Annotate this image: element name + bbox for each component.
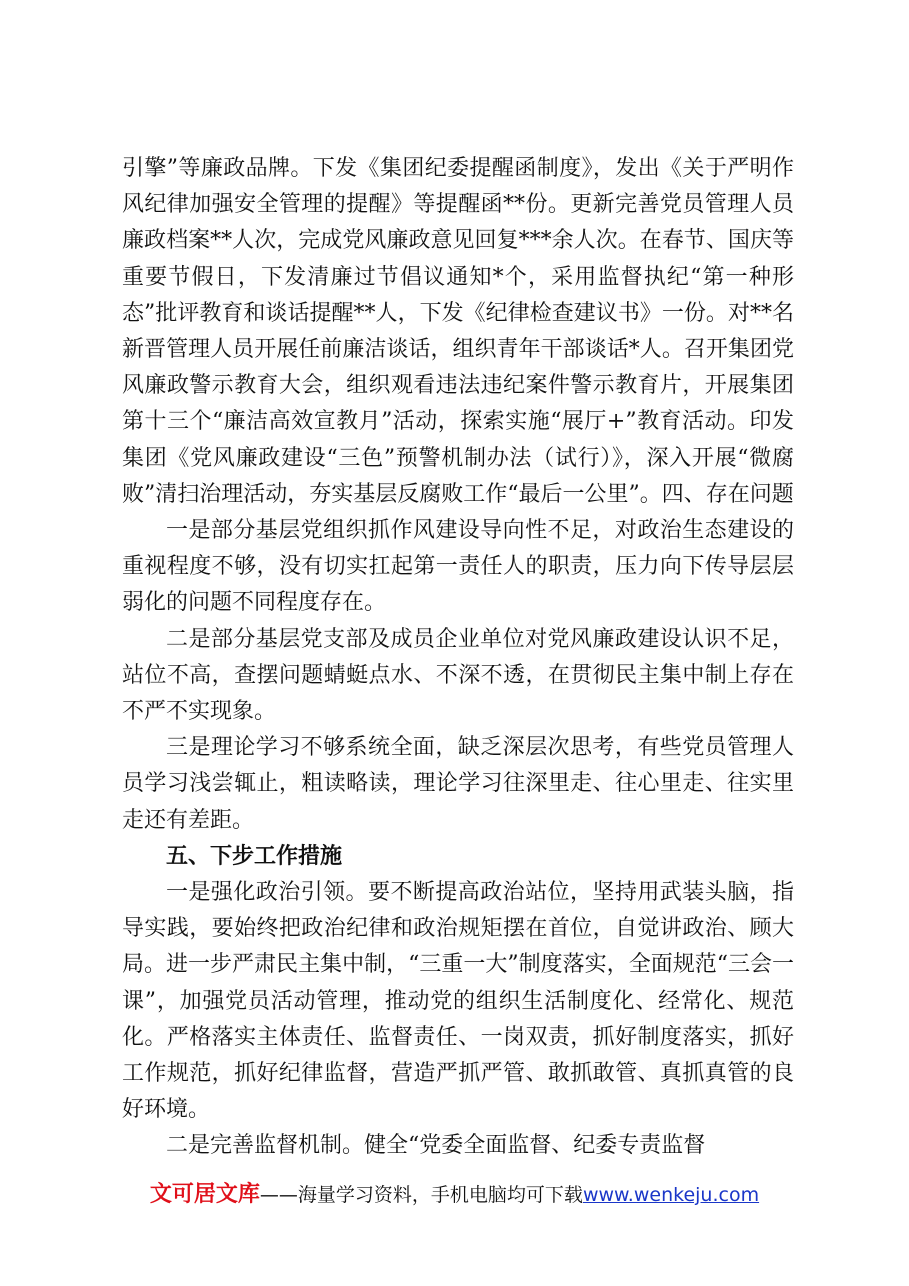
footer-brand: 文可居文库 — [149, 1182, 260, 1207]
paragraph-measure-2: 二是完善监督机制。健全“党委全面监督、纪委专责监督 — [166, 1133, 706, 1159]
footer-banner — [0, 1180, 909, 1210]
paragraph-problem-2: 二是部分基层党支部及成员企业单位对党风廉政建设认识不足，站位不高，查摆问题蜻蜓点水、不深不透，在贯彻民主集中制上存在不严不实现象。 — [122, 626, 794, 725]
document-body — [122, 151, 794, 1165]
paragraph-problem-3: 三是理论学习不够系统全面，缺乏深层次思考，有些党员管理人员学习浅尝辄止，粗读略读，理论学习往深里走、往心里走、往实里走还有差距。 — [122, 735, 794, 833]
footer-slogan: ——海量学习资料，手机电脑均可下载 — [259, 1184, 583, 1206]
paragraph-measure-1: 一是强化政治引领。要不断提高政治站位，坚持用武装头脑，指导实践，要始终把政治纪律和政治规矩摆在首位，自觉讲政治、顾大局。进一步严肃民主集中制，“三重一大”制度落实，全面规范“三会一课”，加强党员活动管理，推动党的组织生活制度化、经常化、规范化。严格落实主体责任、监督责任、一岗双责，抓好制度落实，抓好工作规范，抓好纪律监督，营造严抓严管、敢抓敢管、真抓真管的良好环境。 — [122, 880, 794, 1123]
section-heading: 五、下步工作措施 — [166, 843, 343, 869]
paragraph-continued: 引擎”等廉政品牌。下发《集团纪委提醒函制度》，发出《关于严明作风纪律加强安全管理的提醒》等提醒函**份。更新完善党员管理人员廉政档案**人次，完成党风廉政意见回复***余人次。在春节、国庆等重要节假日，下发清廉过节倡议通知*个，采用监督执纪“第一种形态”批评教育和谈话提醒**人，下发《纪律检查建议书》一份。对**名新晋管理人员开展任前廉洁谈话，组织青年干部谈话*人。召开集团党风廉政警示教育大会，组织观看违法违纪案件警示教育片，开展集团第十三个“廉洁高效宣教月”活动，探索实施“展厅+”教育活动。印发集团《党风廉政建设“三色”预警机制办法（试行）》，深入开展“微腐败”清扫治理活动，夯实基层反腐败工作“最后一公里”。四、存在问题 — [122, 156, 794, 507]
footer-website-link[interactable]: www.wenkeju.com — [582, 1184, 760, 1206]
paragraph-problem-1: 一是部分基层党组织抓作风建设导向性不足，对政治生态建设的重视程度不够，没有切实扛起第一责任人的职责，压力向下传导层层弱化的问题不同程度存在。 — [122, 518, 794, 616]
